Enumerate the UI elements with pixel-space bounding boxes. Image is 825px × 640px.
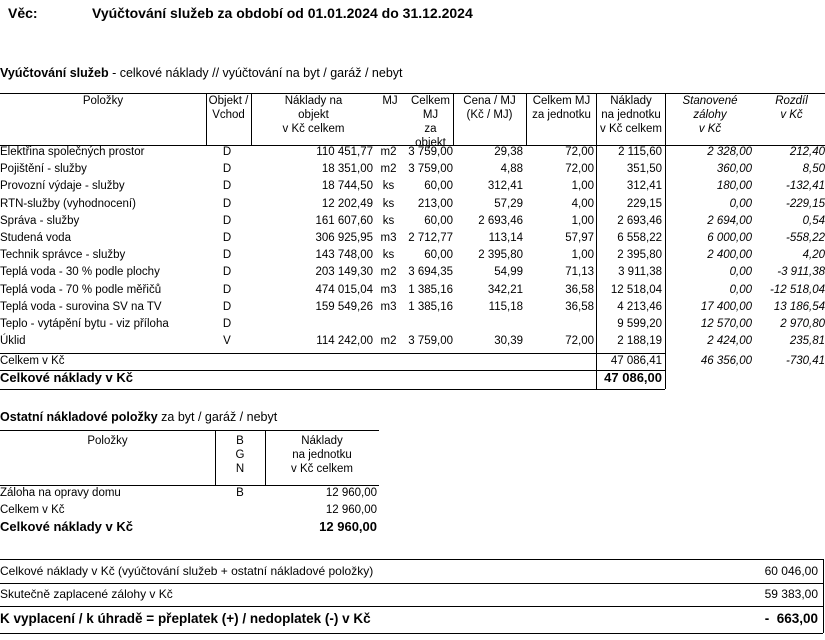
services-cell-col-objekt: D bbox=[222, 232, 232, 244]
services-cell-col-rozdil: -132,41 bbox=[785, 180, 825, 193]
services-cell-col-zalohy: 0,00 bbox=[729, 283, 752, 296]
services-cell-col-rozdil: -558,22 bbox=[785, 232, 825, 244]
services-cell-col-cena-mj: 29,38 bbox=[494, 146, 523, 158]
services-cell-col-naklady-objekt: 159 549,26 bbox=[315, 300, 373, 313]
services-cell-col-polozky: Teplo - vytápění bytu - viz příloha bbox=[0, 318, 169, 330]
services-cell-col-polozky: Úklid bbox=[0, 335, 26, 348]
services-cell-col-rozdil: 212,40 bbox=[789, 146, 825, 158]
services-cell-col-cena-mj: 342,21 bbox=[487, 283, 523, 296]
services-cell-col-mj: m2 bbox=[380, 163, 397, 176]
services-col-celkem-mj-objekt: Celkem MJ za objekt bbox=[411, 95, 450, 149]
services-cell-col-objekt: D bbox=[222, 283, 232, 296]
services-cell-col-celkem-mj-objekt: 3 759,00 bbox=[408, 146, 453, 158]
services-cell-col-objekt: D bbox=[222, 180, 232, 193]
services-cell-col-naklady-objekt: 203 149,30 bbox=[315, 266, 373, 279]
services-total-zalohy: 46 356,00 bbox=[700, 355, 752, 368]
services-col-polozky: Položky bbox=[82, 95, 124, 107]
services-cell-col-celkem-mj-jednotku: 36,58 bbox=[565, 300, 594, 313]
services-cell-col-naklady-jednotku: 6 558,22 bbox=[617, 232, 662, 244]
services-cell-col-celkem-mj-objekt: 3 759,00 bbox=[408, 163, 453, 176]
services-cell-col-naklady-jednotku: 312,41 bbox=[626, 180, 662, 193]
services-cell-col-naklady-objekt: 306 925,95 bbox=[315, 232, 373, 244]
services-cell-col-celkem-mj-jednotku: 1,00 bbox=[571, 249, 594, 262]
services-cell-col-zalohy: 6 000,00 bbox=[707, 232, 752, 244]
services-grand-value: 47 086,00 bbox=[604, 370, 662, 386]
services-cell-col-objekt: D bbox=[222, 163, 232, 176]
summary-result-label: K vyplacení / k úhradě = přeplatek (+) / nedoplatek (-) v Kč bbox=[0, 611, 371, 626]
services-cell-col-mj: ks bbox=[382, 180, 395, 193]
summary-result-value: - 663,00 bbox=[764, 611, 818, 626]
services-cell-col-rozdil: -12 518,04 bbox=[770, 283, 825, 296]
summary-total-value: 60 046,00 bbox=[764, 564, 818, 578]
other-row-bgn: B bbox=[236, 487, 244, 499]
services-col-celkem-mj-jednotku: Celkem MJ za jednotku bbox=[532, 95, 591, 121]
services-col-naklady-objekt: Náklady na objekt v Kč celkem bbox=[282, 95, 345, 135]
services-cell-col-polozky: Provozní výdaje - služby bbox=[0, 180, 125, 193]
services-title-rest: - celkové náklady // vyúčtování na byt / garáž / nebyt bbox=[108, 66, 403, 80]
services-cell-col-zalohy: 2 424,00 bbox=[707, 335, 752, 348]
services-cell-col-mj: m2 bbox=[380, 266, 397, 279]
services-cell-col-celkem-mj-objekt: 60,00 bbox=[424, 249, 453, 262]
services-cell-col-celkem-mj-jednotku: 72,00 bbox=[565, 146, 594, 158]
services-cell-col-objekt: D bbox=[222, 266, 232, 279]
document-title: Vyúčtování služeb za období od 01.01.2024 do 31.12.2024 bbox=[92, 5, 473, 21]
services-cell-col-zalohy: 0,00 bbox=[729, 197, 752, 210]
services-total-naklady: 47 086,41 bbox=[610, 355, 662, 368]
other-row-label: Záloha na opravy domu bbox=[0, 487, 121, 499]
services-cell-col-polozky: Teplá voda - 70 % podle měřičů bbox=[0, 283, 162, 296]
services-cell-col-naklady-jednotku: 2 115,60 bbox=[618, 146, 662, 158]
summary-paid-value: 59 383,00 bbox=[764, 587, 818, 601]
services-cell-col-mj: m2 bbox=[380, 146, 397, 158]
other-col-naklady: Náklady na jednotku v Kč celkem bbox=[291, 435, 353, 475]
services-cell-col-naklady-jednotku: 9 599,20 bbox=[617, 318, 662, 330]
other-title-rest: za byt / garáž / nebyt bbox=[157, 410, 278, 424]
services-cell-col-rozdil: -3 911,38 bbox=[777, 266, 825, 279]
other-col-polozky: Položky bbox=[87, 435, 128, 447]
services-section-title bbox=[0, 66, 403, 80]
services-cell-col-celkem-mj-objekt: 3 694,35 bbox=[408, 266, 453, 279]
services-cell-col-rozdil: 8,50 bbox=[802, 163, 825, 176]
services-cell-col-naklady-jednotku: 229,15 bbox=[626, 197, 662, 210]
services-col-naklady-jednotku: Náklady na jednotku v Kč celkem bbox=[600, 95, 662, 135]
services-cell-col-rozdil: 2 970,80 bbox=[780, 318, 825, 330]
services-cell-col-celkem-mj-objekt: 3 759,00 bbox=[408, 335, 453, 348]
other-title-bold: Ostatní nákladové položky bbox=[0, 410, 158, 424]
services-cell-col-celkem-mj-jednotku: 1,00 bbox=[571, 214, 594, 227]
services-cell-col-objekt: D bbox=[222, 146, 232, 158]
services-cell-col-celkem-mj-jednotku: 57,97 bbox=[565, 232, 594, 244]
services-cell-col-polozky: Pojištění - služby bbox=[0, 163, 87, 176]
other-total-value: 12 960,00 bbox=[325, 504, 377, 516]
services-title-bold: Vyúčtování služeb bbox=[0, 66, 109, 80]
services-cell-col-polozky: RTN-služby (vyhodnocení) bbox=[0, 197, 136, 210]
services-cell-col-mj: ks bbox=[382, 249, 395, 262]
services-cell-col-zalohy: 180,00 bbox=[716, 180, 752, 193]
services-cell-col-naklady-objekt: 474 015,04 bbox=[315, 283, 373, 296]
services-cell-col-rozdil: 13 186,54 bbox=[773, 300, 825, 313]
services-cell-col-zalohy: 12 570,00 bbox=[700, 318, 752, 330]
services-cell-col-polozky: Teplá voda - 30 % podle plochy bbox=[0, 266, 160, 279]
services-total-top-rule bbox=[0, 353, 665, 354]
services-cell-col-celkem-mj-jednotku: 1,00 bbox=[571, 180, 594, 193]
services-cell-col-mj: m3 bbox=[380, 283, 397, 296]
services-grand-label: Celkové náklady v Kč bbox=[0, 370, 133, 386]
services-cell-col-zalohy: 0,00 bbox=[729, 266, 752, 279]
services-cell-col-celkem-mj-objekt: 2 712,77 bbox=[408, 232, 453, 244]
services-col-objekt: Objekt / Vchod bbox=[208, 95, 249, 121]
services-col-mj: MJ bbox=[382, 95, 398, 107]
services-cell-col-celkem-mj-objekt: 60,00 bbox=[424, 180, 453, 193]
services-cell-col-objekt: D bbox=[222, 214, 232, 227]
services-cell-col-naklady-objekt: 143 748,00 bbox=[315, 249, 373, 262]
services-cell-col-cena-mj: 54,99 bbox=[494, 266, 523, 279]
services-col-cena-mj: Cena / MJ (Kč / MJ) bbox=[463, 95, 516, 121]
services-cell-col-naklady-objekt: 18 351,00 bbox=[321, 163, 373, 176]
services-cell-col-cena-mj: 4,88 bbox=[500, 163, 523, 176]
services-cell-col-celkem-mj-objekt: 1 385,16 bbox=[408, 283, 453, 296]
services-total-rozdil: -730,41 bbox=[785, 355, 825, 368]
services-cell-col-objekt: D bbox=[222, 318, 232, 330]
services-cell-col-mj: m3 bbox=[380, 300, 397, 313]
services-cell-col-cena-mj: 57,29 bbox=[494, 197, 523, 210]
services-cell-col-naklady-objekt: 114 242,00 bbox=[316, 335, 373, 348]
services-cell-col-cena-mj: 312,41 bbox=[487, 180, 523, 193]
services-cell-col-naklady-objekt: 18 744,50 bbox=[321, 180, 373, 193]
vec-label: Věc: bbox=[8, 5, 38, 21]
services-cell-col-naklady-jednotku: 2 188,19 bbox=[617, 335, 662, 348]
services-cell-col-naklady-objekt: 161 607,60 bbox=[315, 214, 373, 227]
services-cell-col-mj: m2 bbox=[380, 335, 397, 348]
summary-total-label: Celkové náklady v Kč (vyúčtování služeb + ostatní nákladové položky) bbox=[0, 564, 374, 578]
services-cell-col-celkem-mj-objekt: 213,00 bbox=[417, 197, 453, 210]
services-cell-col-celkem-mj-jednotku: 72,00 bbox=[565, 335, 594, 348]
services-cell-col-celkem-mj-jednotku: 72,00 bbox=[565, 163, 594, 176]
services-cell-col-rozdil: 0,54 bbox=[802, 214, 825, 227]
services-col-rozdil: Rozdíl v Kč bbox=[775, 95, 808, 121]
services-cell-col-cena-mj: 2 395,80 bbox=[478, 249, 523, 262]
services-cell-col-zalohy: 2 694,00 bbox=[707, 214, 752, 227]
services-cell-col-celkem-mj-jednotku: 71,13 bbox=[565, 266, 594, 279]
other-col-bgn: B G N bbox=[235, 435, 245, 475]
services-cell-col-celkem-mj-jednotku: 36,58 bbox=[565, 283, 594, 296]
summary-paid-label: Skutečně zaplacené zálohy v Kč bbox=[0, 587, 173, 601]
services-cell-col-polozky: Technik správce - služby bbox=[0, 249, 126, 262]
services-cell-col-celkem-mj-objekt: 60,00 bbox=[424, 214, 453, 227]
services-cell-col-objekt: D bbox=[222, 249, 232, 262]
services-cell-col-naklady-jednotku: 12 518,04 bbox=[610, 283, 662, 296]
services-total-label: Celkem v Kč bbox=[0, 355, 65, 368]
services-cell-col-polozky: Elektřina společných prostor bbox=[0, 146, 145, 158]
services-cell-col-objekt: V bbox=[223, 335, 231, 348]
services-cell-col-polozky: Studená voda bbox=[0, 232, 71, 244]
services-cell-col-polozky: Teplá voda - surovina SV na TV bbox=[0, 300, 162, 313]
services-cell-col-mj: ks bbox=[382, 214, 395, 227]
services-cell-col-rozdil: 235,81 bbox=[789, 335, 825, 348]
services-cell-col-mj: ks bbox=[382, 197, 395, 210]
services-grand-bottom-rule bbox=[0, 389, 665, 390]
services-cell-col-naklady-jednotku: 4 213,46 bbox=[617, 300, 662, 313]
services-cell-col-rozdil: -229,15 bbox=[785, 197, 825, 210]
services-cell-col-naklady-objekt: 110 451,77 bbox=[316, 146, 373, 158]
services-cell-col-objekt: D bbox=[222, 197, 232, 210]
services-cell-col-zalohy: 17 400,00 bbox=[700, 300, 752, 313]
services-cell-col-cena-mj: 2 693,46 bbox=[478, 214, 523, 227]
services-cell-col-rozdil: 4,20 bbox=[802, 249, 825, 262]
other-grand-value: 12 960,00 bbox=[319, 519, 377, 534]
services-cell-col-naklady-objekt: 12 202,49 bbox=[321, 197, 373, 210]
other-section-title bbox=[0, 410, 277, 424]
services-cell-col-cena-mj: 30,39 bbox=[494, 335, 523, 348]
services-cell-col-zalohy: 2 328,00 bbox=[707, 146, 752, 158]
services-cell-col-zalohy: 2 400,00 bbox=[707, 249, 752, 262]
services-cell-col-mj: m3 bbox=[380, 232, 397, 244]
other-grand-label: Celkové náklady v Kč bbox=[0, 519, 133, 534]
services-cell-col-naklady-jednotku: 2 693,46 bbox=[617, 214, 662, 227]
services-cell-col-naklady-jednotku: 3 911,38 bbox=[618, 266, 662, 279]
services-cell-col-celkem-mj-objekt: 1 385,16 bbox=[408, 300, 453, 313]
services-cell-col-polozky: Správa - služby bbox=[0, 214, 80, 227]
services-cell-col-objekt: D bbox=[222, 300, 232, 313]
services-cell-col-celkem-mj-jednotku: 4,00 bbox=[571, 197, 594, 210]
services-cell-col-cena-mj: 113,14 bbox=[488, 232, 523, 244]
other-row-value: 12 960,00 bbox=[325, 487, 377, 499]
services-col-zalohy: Stanovené zálohy v Kč bbox=[682, 95, 738, 135]
services-cell-col-zalohy: 360,00 bbox=[716, 163, 752, 176]
other-total-label: Celkem v Kč bbox=[0, 504, 65, 516]
services-cell-col-cena-mj: 115,18 bbox=[488, 300, 523, 313]
services-cell-col-naklady-jednotku: 351,50 bbox=[626, 163, 662, 176]
services-cell-col-naklady-jednotku: 2 395,80 bbox=[617, 249, 662, 262]
